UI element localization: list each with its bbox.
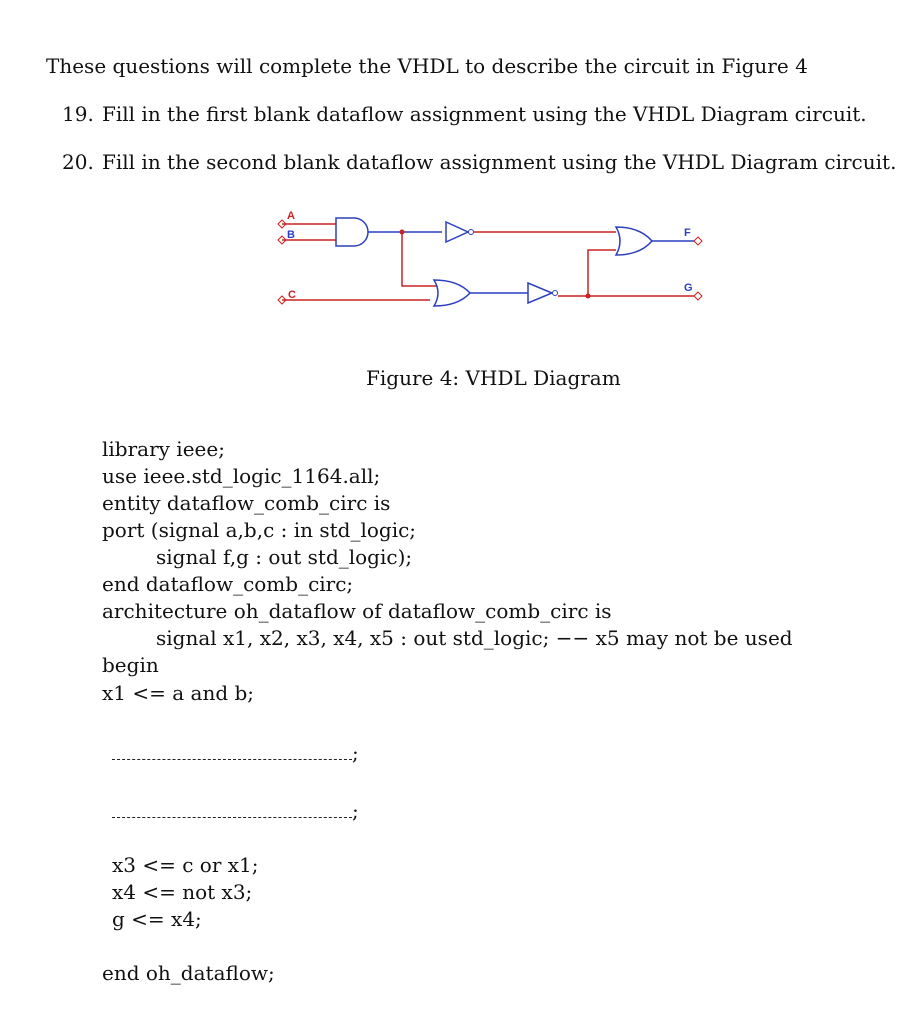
blank-assignment-2[interactable] bbox=[112, 798, 359, 825]
question-text: Fill in the first blank dataflow assignment using the VHDL Diagram circuit. bbox=[102, 102, 867, 126]
or-gate-top bbox=[616, 227, 652, 255]
label-c: C bbox=[288, 289, 296, 301]
code-line: signal f,g : out std_logic); bbox=[156, 545, 413, 569]
output-f-terminal bbox=[694, 237, 702, 245]
question-20 bbox=[62, 150, 896, 174]
code-line: x1 <= a and b; bbox=[102, 681, 255, 705]
label-f: F bbox=[684, 227, 691, 239]
code-line: end dataflow_comb_circ; bbox=[102, 572, 354, 596]
not-gate-top bbox=[446, 222, 468, 242]
code-line: begin bbox=[102, 653, 159, 677]
code-line: entity dataflow_comb_circ is bbox=[102, 491, 391, 515]
output-g-terminal bbox=[694, 292, 702, 300]
code-line: architecture oh_dataflow of dataflow_comb_circ is bbox=[102, 599, 612, 623]
intro-text: These questions will complete the VHDL to describe the circuit in Figure 4 bbox=[46, 54, 808, 78]
circuit-diagram bbox=[270, 200, 710, 320]
code-line: signal x1, x2, x3, x4, x5 : out std_logic; −− x5 may not be used bbox=[156, 626, 793, 650]
label-b: B bbox=[287, 229, 295, 241]
question-number: 20. bbox=[62, 150, 94, 174]
question-number: 19. bbox=[62, 102, 94, 126]
figure-caption: Figure 4: VHDL Diagram bbox=[366, 366, 621, 390]
not-gate-bottom bbox=[528, 283, 552, 303]
label-g: G bbox=[684, 282, 693, 294]
question-19 bbox=[62, 102, 867, 126]
code-line: x4 <= not x3; bbox=[112, 880, 253, 904]
or-gate-bottom bbox=[434, 280, 470, 306]
code-line: end oh_dataflow; bbox=[102, 961, 275, 985]
question-text: Fill in the second blank dataflow assignment using the VHDL Diagram circuit. bbox=[102, 150, 897, 174]
code-line: port (signal a,b,c : in std_logic; bbox=[102, 518, 417, 542]
code-line: x3 <= c or x1; bbox=[112, 853, 259, 877]
blank-terminator: ; bbox=[352, 799, 359, 823]
code-line: use ieee.std_logic_1164.all; bbox=[102, 464, 381, 488]
blank-line bbox=[112, 799, 352, 818]
blank-assignment-1[interactable] bbox=[112, 740, 359, 767]
code-line: g <= x4; bbox=[112, 907, 202, 931]
label-a: A bbox=[287, 210, 295, 222]
code-line: library ieee; bbox=[102, 437, 225, 461]
blank-line bbox=[112, 741, 352, 760]
blank-terminator: ; bbox=[352, 741, 359, 765]
and-gate bbox=[336, 218, 368, 246]
